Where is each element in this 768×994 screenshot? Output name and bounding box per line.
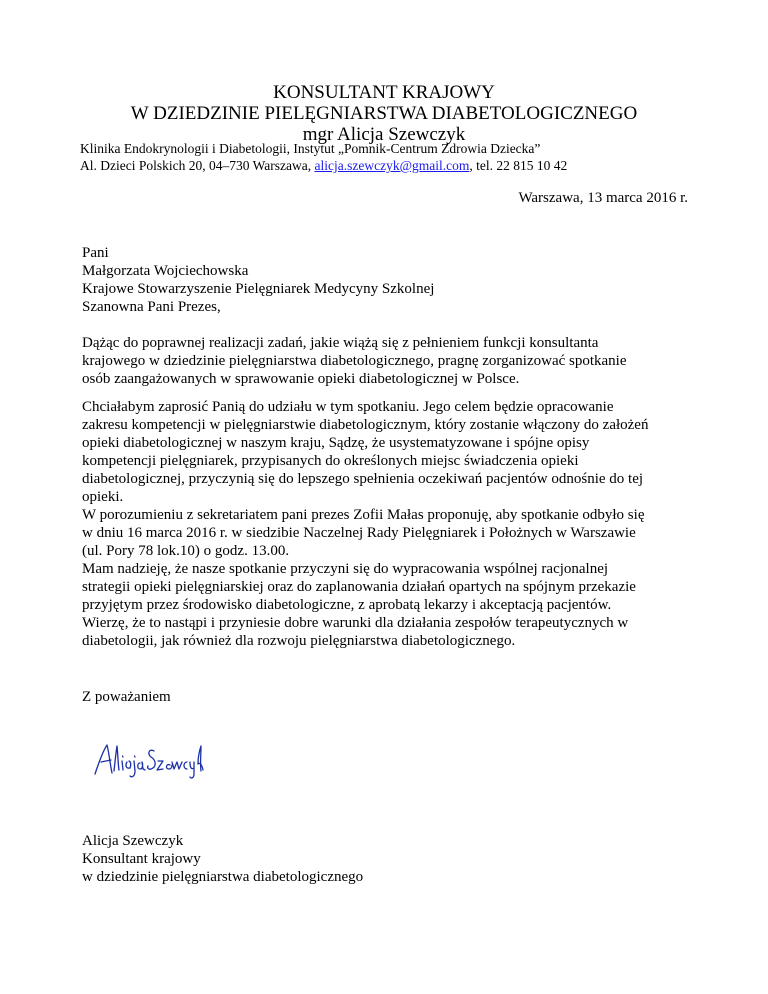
header-title: KONSULTANT KRAJOWY: [273, 82, 495, 103]
signoff-name: Alicja Szewczyk: [82, 833, 184, 849]
text-line: (ul. Pory 78 lok.10) o godz. 13.00.: [82, 543, 290, 559]
recipient: [82, 244, 434, 298]
text-line: kompetencji pielęgniarek, przypisanych do określonych miejsc świadczenia opieki: [82, 453, 579, 469]
text-line: Dążąc do poprawnej realizacji zadań, jakie wiążą się z pełnieniem funkcji konsultanta: [82, 335, 599, 351]
paragraph-1: [82, 334, 627, 388]
text-line: diabetologicznej, przyczynią się do lepszego spełnienia oczekiwań pacjentów odnośnie do tej: [82, 471, 644, 487]
institution-address: [80, 157, 567, 174]
text-line: krajowego w dziedzinie pielęgniarstwa diabetologicznego, pragnę zorganizować spotkanie: [82, 353, 627, 369]
email-link[interactable]: alicja.szewczyk@gmail.com: [314, 158, 470, 173]
text-line: opieki diabetologicznej w naszym kraju, Sądzę, że usystematyzowane i spójne opisy: [82, 435, 590, 451]
address-text: Al. Dzieci Polskich 20, 04–730 Warszawa,: [80, 158, 315, 173]
letter-date: Warszawa, 13 marca 2016 r.: [518, 190, 688, 206]
header-subtitle: W DZIEDZINIE PIELĘGNIARSTWA DIABETOLOGICZNEGO: [130, 103, 638, 124]
recipient-organization: Krajowe Stowarzyszenie Pielęgniarek Medycyny Szkolnej: [82, 281, 435, 297]
recipient-title: Pani: [82, 245, 109, 261]
text-line: osób zaangażowanych w sprawowanie opieki diabetologicznej w Polsce.: [82, 371, 520, 387]
signature-text: Alicja Szewczyk: [92, 740, 99, 741]
closing: Z poważaniem: [82, 689, 171, 705]
paragraph-2: [82, 398, 648, 650]
text-line: przyjętym przez środowisko diabetologiczne, z aprobatą lekarzy i akceptacją pacjentów.: [82, 597, 612, 613]
phone-text: , tel. 22 815 10 42: [469, 158, 568, 173]
text-line: diabetologii, jak również dla rozwoju pielęgniarstwa diabetologicznego.: [82, 633, 516, 649]
handwritten-signature: [92, 740, 204, 780]
recipient-name: Małgorzata Wojciechowska: [82, 263, 249, 279]
signoff: [82, 832, 363, 886]
institution-info: [80, 140, 567, 174]
letter-header: [0, 82, 768, 145]
header-name: mgr Alicja Szewczyk: [302, 124, 466, 145]
text-line: Chciałabym zaprosić Panią do udziału w tym spotkaniu. Jego celem będzie opracowanie: [82, 399, 614, 415]
text-line: w dniu 16 marca 2016 r. w siedzibie Naczelnej Rady Pielęgniarek i Położnych w Warszawie: [82, 525, 636, 541]
text-line: zakresu kompetencji w pielęgniarstwie diabetologicznym, który zostanie włączony do założeń: [82, 417, 649, 433]
signoff-field: w dziedzinie pielęgniarstwa diabetologicznego: [82, 869, 364, 885]
text-line: opieki.: [82, 489, 124, 505]
text-line: strategii opieki pielęgniarskiej oraz do zaplanowania działań opartych na spójnym przekazie: [82, 579, 636, 595]
text-line: Mam nadzieję, że nasze spotkanie przyczyni się do wypracowania wspólnej racjonalnej: [82, 561, 609, 577]
salutation: Szanowna Pani Prezes,: [82, 299, 221, 315]
institution-name: Klinika Endokrynologii i Diabetologii, Instytut „Pomnik-Centrum Zdrowia Dziecka”: [80, 141, 541, 156]
signoff-role: Konsultant krajowy: [82, 851, 201, 867]
text-line: Wierzę, że to nastąpi i przyniesie dobre warunki dla działania zespołów terapeutycznych w: [82, 615, 629, 631]
text-line: W porozumieniu z sekretariatem pani prezes Zofii Małas proponuję, aby spotkanie odbyło się: [82, 507, 645, 523]
